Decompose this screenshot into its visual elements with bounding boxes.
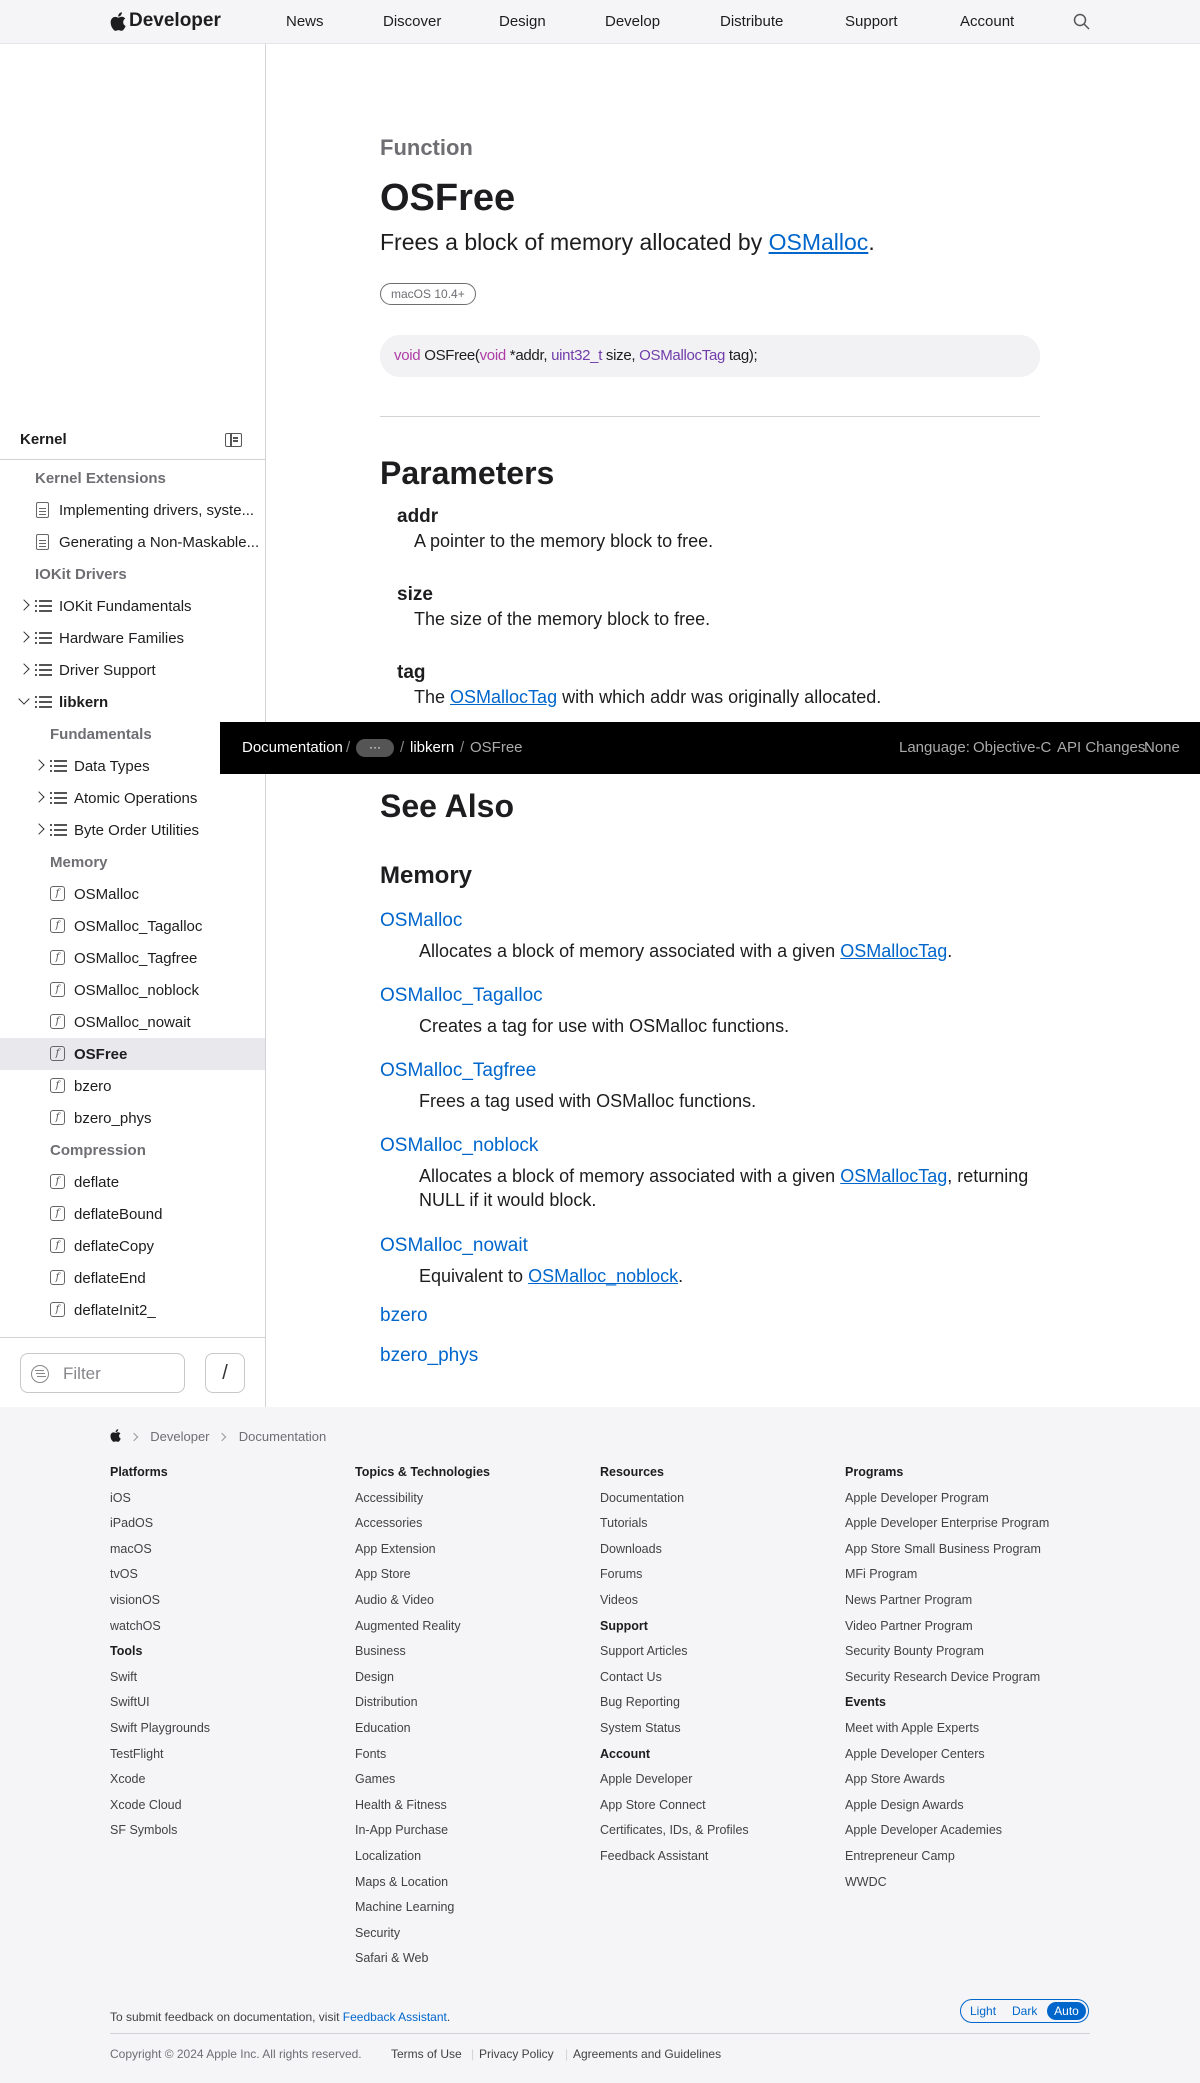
sidebar-item-memory	[0, 846, 265, 878]
footer-link[interactable]: Swift Playgrounds	[110, 1720, 211, 1735]
chevron-right-icon[interactable]	[33, 791, 44, 802]
footer-link[interactable]: Localization	[355, 1848, 422, 1863]
decl-p3-name: tag);	[725, 347, 758, 364]
footer-link[interactable]: SwiftUI	[110, 1695, 150, 1710]
chevron-right-icon[interactable]	[18, 599, 29, 610]
footer-column-heading: Events	[845, 1695, 886, 1710]
feedback-text: To submit feedback on documentation, visit	[110, 2010, 343, 2024]
see-also-desc-link[interactable]: OSMallocTag	[840, 941, 948, 961]
function-icon: f	[50, 1046, 65, 1061]
footer-link[interactable]: Support Articles	[600, 1644, 688, 1659]
sidebar-item-compression	[0, 1134, 265, 1166]
sidebar-item-osmalloc[interactable]	[0, 878, 265, 910]
article-icon	[36, 534, 49, 550]
see-also-desc-suffix: , returning	[947, 1166, 1029, 1186]
footer-column-heading: Platforms	[110, 1465, 168, 1479]
chevron-right-icon[interactable]	[33, 823, 44, 834]
footer-link-terms[interactable]: Terms of Use	[391, 2047, 462, 2061]
sidebar-item-label: OSMalloc_Tagalloc	[74, 918, 203, 935]
footer-link[interactable]: Fonts	[355, 1746, 387, 1761]
param-desc-tag-suffix: with which addr was originally allocated.	[557, 687, 882, 707]
sidebar-item-label: bzero_phys	[74, 1110, 152, 1127]
see-also-group-title: Memory	[380, 862, 473, 889]
footer-link[interactable]: Forums	[600, 1567, 643, 1582]
filter-placeholder: Filter	[63, 1364, 101, 1383]
footer-link[interactable]: App Store	[355, 1567, 411, 1582]
footer-link[interactable]: Tutorials	[600, 1516, 648, 1531]
decl-p3-type[interactable]: OSMallocTag	[639, 347, 726, 364]
function-icon: f	[50, 1110, 65, 1125]
sidebar-section-label: IOKit Drivers	[35, 566, 127, 583]
sidebar-item-byte-order-utilities[interactable]	[0, 814, 265, 846]
chevron-right-icon	[218, 1433, 226, 1441]
sidebar-item-atomic-operations[interactable]	[0, 782, 265, 814]
see-also-heading: See Also	[380, 788, 514, 824]
footer-column-heading: Resources	[600, 1465, 664, 1479]
copyright: Copyright © 2024 Apple Inc. All rights reserved.	[110, 2047, 362, 2061]
footer-link[interactable]: Bug Reporting	[600, 1695, 680, 1710]
abstract-link-osmalloc[interactable]: OSMalloc	[768, 229, 869, 255]
param-name-addr: addr	[397, 506, 439, 527]
collection-icon	[35, 631, 52, 645]
see-also-desc-link[interactable]: OSMallocTag	[840, 1166, 948, 1186]
feedback-line	[110, 2010, 450, 2024]
footer-column-heading: Programs	[845, 1465, 904, 1479]
see-also-desc-tagfree: Frees a tag used with OSMalloc functions.	[419, 1091, 757, 1111]
function-icon: f	[50, 1270, 65, 1285]
sidebar-item-label: OSFree	[74, 1046, 128, 1063]
sidebar-item-label: IOKit Fundamentals	[59, 598, 192, 615]
footer-link[interactable]: Accessibility	[355, 1490, 424, 1505]
footer-link[interactable]: App Store Connect	[600, 1797, 706, 1812]
footer-link[interactable]: App Extension	[355, 1541, 436, 1556]
sidebar-item-label: OSMalloc	[74, 886, 140, 903]
sidebar-item-label: OSMalloc_noblock	[74, 982, 200, 999]
footer-column-heading: Support	[600, 1618, 648, 1633]
sidebar-item-implementing-drivers-syste[interactable]	[0, 494, 265, 526]
footer-link[interactable]: Apple Developer Enterprise Program	[845, 1516, 1050, 1531]
article-icon	[36, 502, 49, 518]
footer-column	[845, 1465, 1049, 1900]
language-label: Language:	[899, 739, 970, 756]
api-changes-toggle[interactable]: None	[1144, 739, 1180, 756]
api-changes-label: API Changes:	[1057, 739, 1150, 756]
footer-link[interactable]: Distribution	[355, 1695, 418, 1710]
nav-support[interactable]: Support	[845, 13, 898, 30]
sidebar-section-label: Kernel Extensions	[35, 470, 166, 487]
sidebar-item-label: Implementing drivers, syste...	[59, 502, 255, 519]
function-icon: f	[50, 1174, 65, 1189]
footer-link[interactable]: WWDC	[845, 1874, 887, 1889]
availability-badge: macOS 10.4+	[380, 283, 476, 305]
param-name-tag: tag	[397, 662, 426, 683]
param-desc-tag-link[interactable]: OSMallocTag	[450, 687, 558, 707]
footer-link[interactable]: Entrepreneur Camp	[845, 1848, 955, 1863]
sidebar-item-osmalloc-nowait[interactable]	[0, 1006, 265, 1038]
footer-link-agreements[interactable]: Agreements and Guidelines	[573, 2047, 722, 2061]
sidebar-item-deflatecopy[interactable]	[0, 1230, 265, 1262]
function-icon: f	[50, 1078, 65, 1093]
footer-link[interactable]: Swift	[110, 1669, 138, 1684]
collection-icon	[50, 823, 67, 837]
footer-link[interactable]: MFi Program	[845, 1567, 918, 1582]
sidebar-section-label: Compression	[50, 1142, 146, 1159]
see-also-link-nowait[interactable]: OSMalloc_nowait	[380, 1235, 528, 1256]
collection-icon	[35, 695, 52, 709]
chevron-right-icon[interactable]	[18, 631, 29, 642]
sidebar-item-label: deflateCopy	[74, 1238, 155, 1255]
footer-column-heading: Tools	[110, 1644, 143, 1659]
sidebar-item-label: Atomic Operations	[74, 790, 198, 807]
see-also-link-bzero-phys[interactable]: bzero_phys	[380, 1345, 479, 1366]
function-icon: f	[50, 1302, 65, 1317]
footer-divider	[110, 2033, 1090, 2034]
chevron-right-icon	[129, 1433, 137, 1441]
footer-link-separator: |	[565, 2047, 569, 2061]
breadcrumb-separator: /	[400, 739, 405, 756]
param-desc-addr: A pointer to the memory block to free.	[414, 531, 714, 551]
footer-link[interactable]: watchOS	[110, 1618, 161, 1633]
filter-shortcut-key[interactable]: /	[205, 1353, 245, 1393]
nav-account[interactable]: Account	[960, 13, 1015, 30]
global-nav	[0, 0, 1200, 44]
sidebar-item-label: deflateEnd	[74, 1270, 146, 1287]
footer-column	[110, 1465, 210, 1849]
see-also-link-tagalloc[interactable]: OSMalloc_Tagalloc	[380, 985, 543, 1006]
footer-link[interactable]: tvOS	[110, 1567, 138, 1582]
footer-link[interactable]: Augmented Reality	[355, 1618, 461, 1633]
decl-name: OSFree(	[420, 347, 480, 364]
footer-breadcrumb	[110, 1429, 326, 1444]
footer-link[interactable]: App Store Small Business Program	[845, 1541, 1041, 1556]
decl-p1-type: void	[479, 347, 506, 364]
function-icon: f	[50, 918, 65, 933]
footer-link[interactable]: Video Partner Program	[845, 1618, 973, 1633]
param-desc-size: The size of the memory block to free.	[414, 609, 711, 629]
footer-link[interactable]: Apple Design Awards	[845, 1797, 964, 1812]
sidebar-item-deflatebound[interactable]	[0, 1198, 265, 1230]
sidebar-item-label: Data Types	[74, 758, 150, 775]
sidebar-item-deflateinit2[interactable]	[0, 1294, 265, 1326]
footer-link[interactable]: Downloads	[600, 1541, 662, 1556]
footer-link[interactable]: Security Research Device Program	[845, 1669, 1041, 1684]
sidebar-section-label: Fundamentals	[50, 726, 152, 743]
footer-link[interactable]: Videos	[600, 1592, 638, 1607]
footer-crumb-documentation[interactable]: Documentation	[238, 1429, 327, 1444]
footer	[0, 1407, 1200, 2083]
footer-link[interactable]: Machine Learning	[355, 1900, 455, 1915]
footer-link[interactable]: Apple Developer Centers	[845, 1746, 985, 1761]
sidebar-item-label: libkern	[59, 694, 109, 711]
footer-link[interactable]: Documentation	[600, 1490, 685, 1505]
footer-crumb-developer[interactable]: Developer	[150, 1429, 210, 1444]
chevron-right-icon[interactable]	[33, 759, 44, 770]
sidebar-title: Kernel	[20, 431, 67, 448]
decl-p2-type[interactable]: uint32_t	[551, 347, 603, 364]
divider	[380, 416, 1040, 417]
sidebar-item-label: deflateBound	[74, 1206, 163, 1223]
footer-link[interactable]: Security	[355, 1925, 401, 1940]
footer-link[interactable]: In-App Purchase	[355, 1823, 449, 1838]
sidebar-item-bzero[interactable]	[0, 1070, 265, 1102]
see-also-desc-osmalloc	[419, 939, 952, 963]
sidebar-item-label: Generating a Non-Maskable...	[59, 534, 260, 551]
footer-link[interactable]: Health & Fitness	[355, 1797, 447, 1812]
footer-link[interactable]: App Store Awards	[845, 1772, 945, 1787]
param-desc-tag	[414, 687, 881, 708]
sidebar-filter-area	[0, 1337, 265, 1407]
footer-link[interactable]: Meet with Apple Experts	[845, 1720, 980, 1735]
parameters-heading: Parameters	[380, 455, 555, 491]
brand-label: Developer	[129, 10, 221, 31]
apple-logo-icon	[110, 12, 126, 31]
sidebar-header	[0, 420, 265, 460]
abstract-text: Frees a block of memory allocated by	[380, 229, 769, 255]
footer-link[interactable]: News Partner Program	[845, 1592, 973, 1607]
sidebar-item-deflate[interactable]	[0, 1166, 265, 1198]
see-also-link-bzero[interactable]: bzero	[380, 1305, 428, 1326]
see-also-link-osmalloc[interactable]: OSMalloc	[380, 910, 463, 931]
function-icon: f	[50, 886, 65, 901]
footer-link[interactable]: System Status	[600, 1720, 681, 1735]
see-also-desc-text: Allocates a block of memory associated with a given	[419, 1166, 841, 1186]
breadcrumb-documentation[interactable]: Documentation	[242, 739, 343, 756]
sidebar-item-osmalloc-noblock[interactable]	[0, 974, 265, 1006]
see-also-desc-nowait	[419, 1264, 683, 1288]
footer-column-heading: Account	[600, 1746, 650, 1761]
function-icon: f	[50, 1238, 65, 1253]
search-icon[interactable]	[1073, 13, 1090, 30]
see-also-desc-text: Allocates a block of memory associated with a given	[419, 941, 841, 961]
footer-link[interactable]: Security Bounty Program	[845, 1644, 984, 1659]
sidebar-item-hardware-families[interactable]	[0, 622, 265, 654]
sidebar-item-label: Hardware Families	[59, 630, 185, 647]
collection-icon	[35, 663, 52, 677]
collection-icon	[50, 791, 67, 805]
theme-light-option[interactable]: Light	[970, 2004, 997, 2018]
see-also-link-tagfree[interactable]: OSMalloc_Tagfree	[380, 1060, 537, 1081]
param-desc-tag-text: The	[414, 687, 451, 707]
footer-link[interactable]: Feedback Assistant	[600, 1848, 709, 1863]
nav-design[interactable]: Design	[499, 13, 546, 30]
sidebar-item-label: OSMalloc_Tagfree	[74, 950, 198, 967]
footer-link[interactable]: Games	[355, 1772, 396, 1787]
decl-p1-name: *addr,	[505, 347, 552, 364]
function-icon: f	[50, 982, 65, 997]
param-name-size: size	[397, 584, 433, 605]
abstract-suffix: .	[868, 229, 875, 255]
footer-column	[600, 1465, 749, 1875]
breadcrumb-separator: /	[346, 739, 351, 756]
footer-link[interactable]: iPadOS	[110, 1516, 154, 1531]
breadcrumb-ellipsis-button[interactable]: ···	[356, 739, 394, 757]
footer-link[interactable]: Apple Developer	[600, 1772, 693, 1787]
function-icon: f	[50, 1014, 65, 1029]
sidebar-item-label: Driver Support	[59, 662, 156, 679]
see-also-desc-tagalloc: Creates a tag for use with OSMalloc functions.	[419, 1016, 790, 1036]
sidebar-item-driver-support[interactable]	[0, 654, 265, 686]
collection-icon	[50, 759, 67, 773]
sidebar-item-generating-a-non-maskable[interactable]	[0, 526, 265, 558]
footer-link-privacy[interactable]: Privacy Policy	[479, 2047, 554, 2061]
breadcrumb-current: OSFree	[470, 739, 523, 756]
decl-p2-name: size,	[602, 347, 640, 364]
footer-link[interactable]: Safari & Web	[355, 1951, 429, 1966]
footer-link-separator: |	[471, 2047, 475, 2061]
nav-news[interactable]: News	[286, 13, 324, 30]
footer-link[interactable]: macOS	[110, 1541, 152, 1556]
sidebar-item-label: deflate	[74, 1174, 120, 1191]
footer-column-heading: Topics & Technologies	[355, 1465, 490, 1479]
see-also-desc-suffix: .	[947, 941, 953, 961]
see-also-desc-link[interactable]: OSMalloc_noblock	[528, 1266, 679, 1286]
collection-icon	[35, 599, 52, 613]
filter-icon	[31, 1365, 49, 1383]
see-also-desc-noblock	[419, 1164, 1028, 1212]
sidebar-item-label: Byte Order Utilities	[74, 822, 200, 839]
nav-develop[interactable]: Develop	[605, 13, 661, 30]
footer-link[interactable]: SF Symbols	[110, 1823, 178, 1838]
apple-logo-icon[interactable]	[110, 1429, 121, 1442]
sidebar-section-label: Memory	[50, 854, 108, 871]
see-also-desc-suffix: .	[678, 1266, 684, 1286]
developer-home-link[interactable]	[110, 10, 221, 32]
filter-input[interactable]	[20, 1353, 185, 1393]
nav-distribute[interactable]: Distribute	[720, 13, 784, 30]
footer-link[interactable]: Contact Us	[600, 1669, 662, 1684]
see-also-link-noblock[interactable]: OSMalloc_noblock	[380, 1135, 539, 1156]
sidebar-item-label: OSMalloc_nowait	[74, 1014, 191, 1031]
theme-auto-option[interactable]: Auto	[1047, 2002, 1086, 2020]
breadcrumb-separator: /	[460, 739, 465, 756]
page-title: OSFree	[380, 177, 516, 219]
footer-link[interactable]: iOS	[110, 1490, 131, 1505]
chevron-right-icon[interactable]	[18, 663, 29, 674]
footer-link[interactable]: Xcode	[110, 1772, 146, 1787]
symbol-kind: Function	[380, 135, 473, 160]
sidebar-toggle-icon[interactable]	[225, 433, 242, 447]
footer-link[interactable]: Audio & Video	[355, 1592, 434, 1607]
decl-return-type: void	[394, 347, 421, 364]
footer-link[interactable]: Design	[355, 1669, 394, 1684]
footer-link[interactable]: Education	[355, 1720, 411, 1735]
sidebar-item-label: deflateInit2_	[74, 1302, 156, 1319]
function-icon: f	[50, 1206, 65, 1221]
function-icon: f	[50, 950, 65, 965]
abstract	[380, 229, 875, 256]
sidebar-item-libkern[interactable]	[0, 686, 265, 718]
footer-column	[355, 1465, 490, 1977]
footer-link[interactable]: Xcode Cloud	[110, 1797, 182, 1812]
feedback-assistant-link[interactable]: Feedback Assistant	[342, 2010, 447, 2024]
feedback-suffix: .	[446, 2010, 451, 2024]
nav-discover[interactable]: Discover	[383, 13, 442, 30]
footer-link[interactable]: Maps & Location	[355, 1874, 449, 1889]
declaration	[380, 335, 1040, 377]
footer-link[interactable]: Apple Developer Program	[845, 1490, 989, 1505]
sidebar-item-osmalloc-tagalloc[interactable]	[0, 910, 265, 942]
footer-link[interactable]: Apple Developer Academies	[845, 1823, 1003, 1838]
sidebar-item-bzero-phys[interactable]	[0, 1102, 265, 1134]
footer-link[interactable]: visionOS	[110, 1592, 161, 1607]
footer-link[interactable]: Accessories	[355, 1516, 423, 1531]
see-also-desc-line2: NULL if it would block.	[419, 1190, 597, 1210]
sidebar-item-iokit-drivers	[0, 558, 265, 590]
sidebar-item-deflateend[interactable]	[0, 1262, 265, 1294]
see-also-desc-text: Equivalent to	[419, 1266, 529, 1286]
footer-link[interactable]: Business	[355, 1644, 406, 1659]
breadcrumb-libkern[interactable]: libkern	[410, 739, 455, 756]
theme-dark-option[interactable]: Dark	[1012, 2004, 1038, 2018]
sidebar-item-kernel-extensions	[0, 462, 265, 494]
footer-link[interactable]: TestFlight	[110, 1746, 164, 1761]
footer-link[interactable]: Certificates, IDs, & Profiles	[600, 1823, 749, 1838]
chevron-down-icon[interactable]	[18, 693, 29, 704]
sidebar-item-iokit-fundamentals[interactable]	[0, 590, 265, 622]
sidebar-item-osfree[interactable]	[0, 1038, 265, 1070]
breadcrumb-bar	[220, 722, 1200, 774]
sidebar-item-osmalloc-tagfree[interactable]	[0, 942, 265, 974]
sidebar-item-label: bzero	[74, 1078, 112, 1095]
theme-switcher	[960, 1999, 1089, 2023]
language-toggle[interactable]: Objective-C	[973, 739, 1052, 756]
